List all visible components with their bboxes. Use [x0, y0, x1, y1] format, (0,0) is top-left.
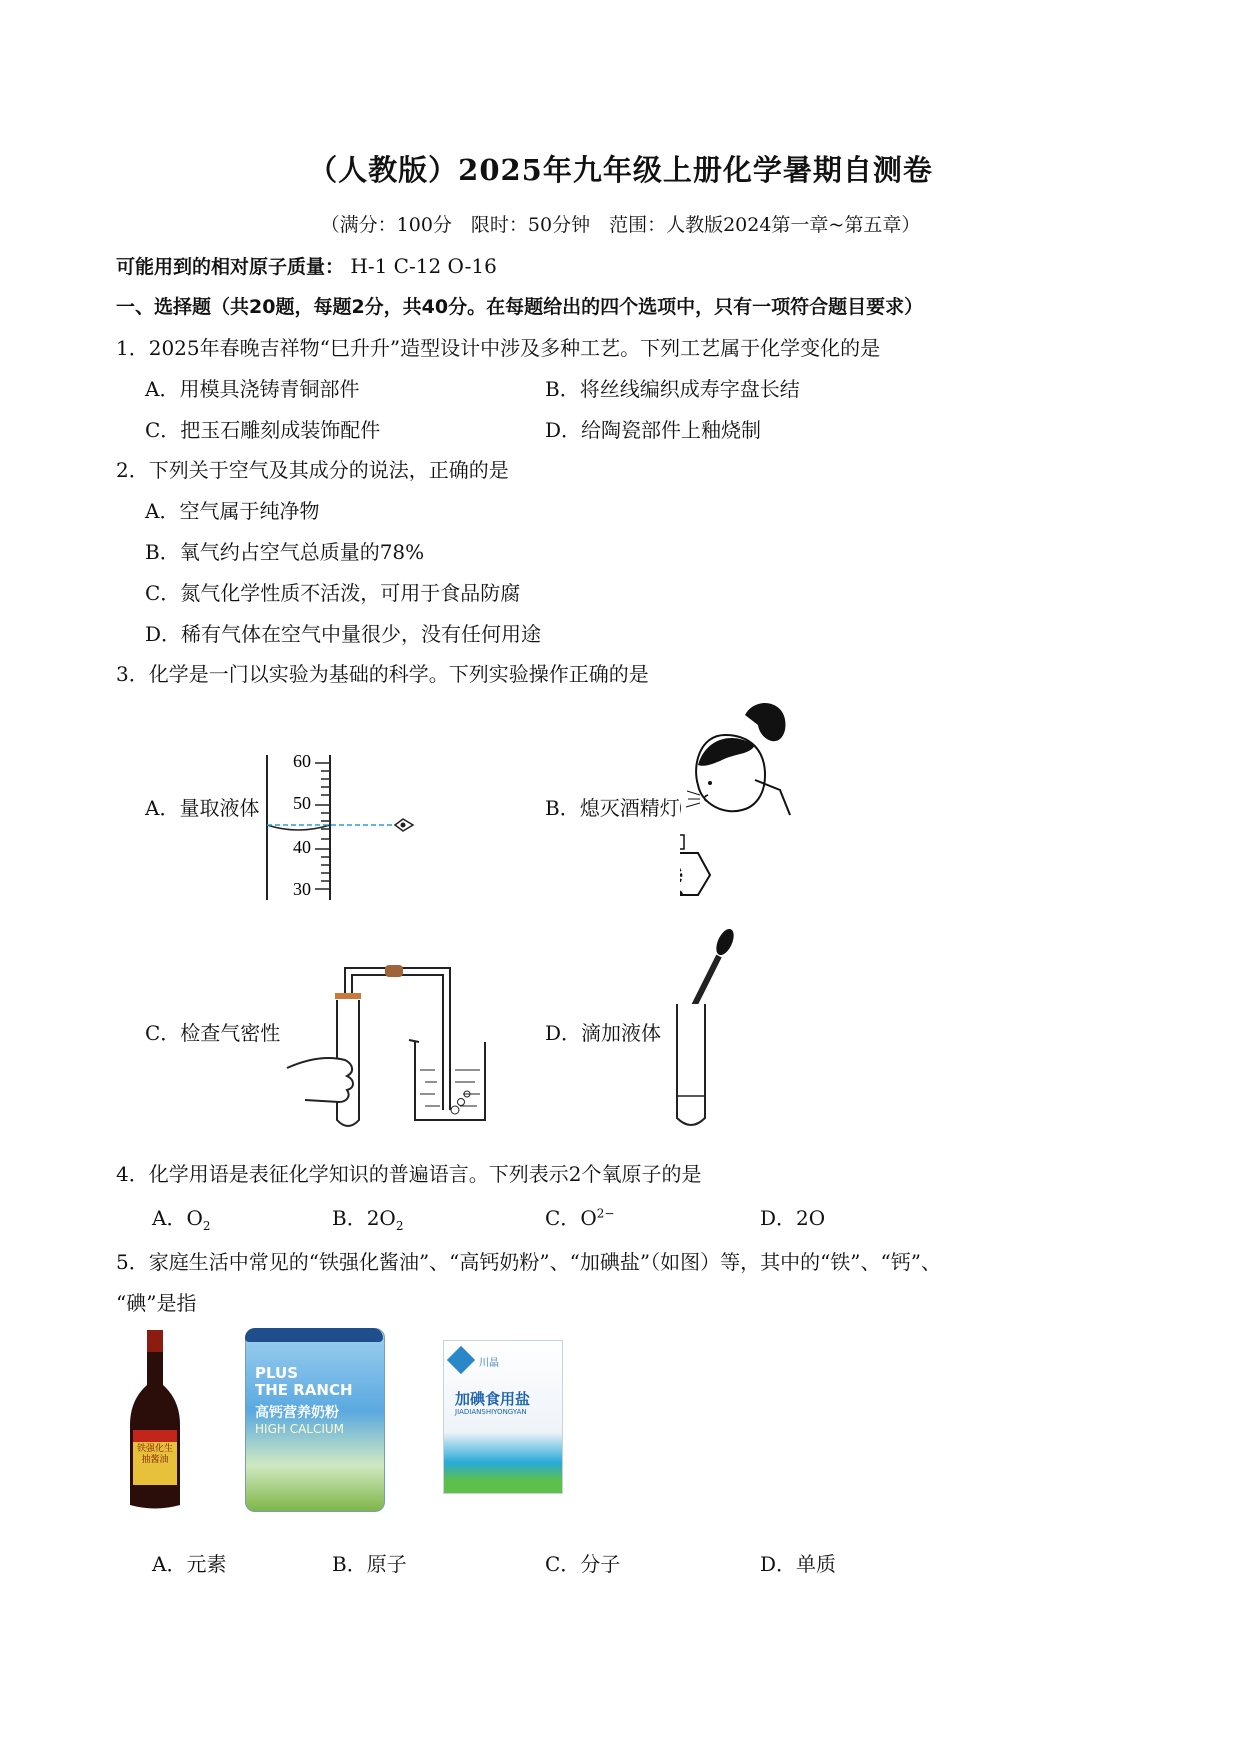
question-1-stem: 1．2025年春晚吉祥物“巳升升”造型设计中涉及多种工艺。下列工艺属于化学变化的是	[116, 336, 881, 360]
question-4-option-c	[545, 1202, 614, 1231]
cylinder-tick-30: 30	[293, 879, 311, 899]
question-1-option-b: B．将丝线编织成寿字盘长结	[545, 377, 800, 401]
cylinder-tick-60: 60	[293, 751, 311, 771]
iodized-salt-bag-image	[443, 1340, 563, 1495]
milk-product-tag: HIGH CALCIUM	[255, 1422, 345, 1436]
question-3-option-c: C．检查气密性	[145, 1021, 281, 1045]
question-4-option-b-label: B．	[332, 1206, 367, 1230]
atomic-mass-label: 可能用到的相对原子质量：	[116, 256, 345, 278]
question-4-option-b	[332, 1202, 403, 1233]
question-3-option-d: D．滴加液体	[545, 1021, 662, 1045]
soy-sauce-label: 铁强化生抽酱油	[136, 1444, 173, 1465]
dropper-test-tube-figure	[665, 920, 745, 1130]
question-4-option-c-formula: O	[580, 1206, 597, 1230]
question-3-stem: 3．化学是一门以实验为基础的科学。下列实验操作正确的是	[116, 662, 649, 686]
question-4-option-c-superscript: 2−	[596, 1206, 615, 1221]
question-5-stem-line2: “碘”是指	[116, 1291, 197, 1315]
question-3-option-a: A．量取液体	[145, 796, 260, 820]
question-2-stem: 2．下列关于空气及其成分的说法，正确的是	[116, 458, 509, 482]
question-2-option-c: C．氮气化学性质不活泼，可用于食品防腐	[145, 581, 521, 605]
question-4-option-a-subscript: 2	[202, 1219, 211, 1233]
milk-brand-line2: THE RANCH	[255, 1381, 353, 1399]
question-5-option-a: A．元素	[152, 1552, 227, 1576]
question-4-option-d-formula: 2O	[796, 1206, 826, 1230]
question-2-option-b: B．氧气约占空气总质量的78%	[145, 540, 425, 564]
salt-brand: 川晶	[479, 1358, 499, 1369]
soy-sauce-bottle-image	[125, 1330, 185, 1510]
salt-product-name: 加碘食用盐	[455, 1390, 531, 1408]
graduated-cylinder-figure	[255, 745, 435, 905]
question-1-option-c: C．把玉石雕刻成装饰配件	[145, 418, 381, 442]
question-3-option-b: B．熄灭酒精灯	[545, 796, 680, 820]
milk-powder-can-image	[245, 1328, 385, 1513]
question-4-option-d	[760, 1202, 825, 1231]
question-2-option-a: A．空气属于纯净物	[145, 499, 320, 523]
atomic-mass-line	[116, 252, 497, 279]
cylinder-tick-50: 50	[293, 793, 311, 813]
question-4-option-b-formula: 2O	[366, 1206, 396, 1230]
question-5-stem-line1: 5．家庭生活中常见的“铁强化酱油”、“高钙奶粉”、“加碘盐”（如图）等，其中的“铁”、“钙”、	[116, 1250, 941, 1274]
question-4-option-b-subscript: 2	[395, 1219, 404, 1233]
question-4-option-a-formula: O	[186, 1206, 203, 1230]
question-1-option-a: A．用模具浇铸青铜部件	[145, 377, 360, 401]
question-4-option-a-label: A．	[152, 1206, 187, 1230]
question-4-option-a	[152, 1202, 211, 1233]
cylinder-tick-40: 40	[293, 837, 311, 857]
page-title: （人教版）2025年九年级上册化学暑期自测卷	[308, 153, 933, 187]
salt-product-pinyin: JIADIANSHIYONGYAN	[455, 1408, 527, 1416]
question-2-option-d: D．稀有气体在空气中量很少，没有任何用途	[145, 622, 542, 646]
question-4-option-d-label: D．	[760, 1206, 797, 1230]
alcohol-lamp-blowing-figure	[680, 695, 810, 910]
question-5-option-d: D．单质	[760, 1552, 837, 1576]
section-title: 一、选择题（共20题，每题2分，共40分。在每题给出的四个选项中，只有一项符合题目要求）	[116, 296, 924, 318]
atomic-mass-values: H-1 C-12 O-16	[350, 254, 497, 278]
page-subtitle: （满分：100分 限时：50分钟 范围：人教版2024第一章~第五章）	[320, 214, 921, 236]
question-4-option-c-label: C．	[545, 1206, 581, 1230]
question-5-option-b: B．原子	[332, 1552, 407, 1576]
milk-product-name: 高钙营养奶粉	[255, 1405, 339, 1421]
milk-brand-line1: PLUS	[255, 1364, 299, 1382]
question-5-option-c: C．分子	[545, 1552, 621, 1576]
question-1-option-d: D．给陶瓷部件上釉烧制	[545, 418, 762, 442]
airtightness-check-figure	[285, 960, 490, 1130]
question-4-stem: 4．化学用语是表征化学知识的普遍语言。下列表示2个氧原子的是	[116, 1162, 702, 1186]
